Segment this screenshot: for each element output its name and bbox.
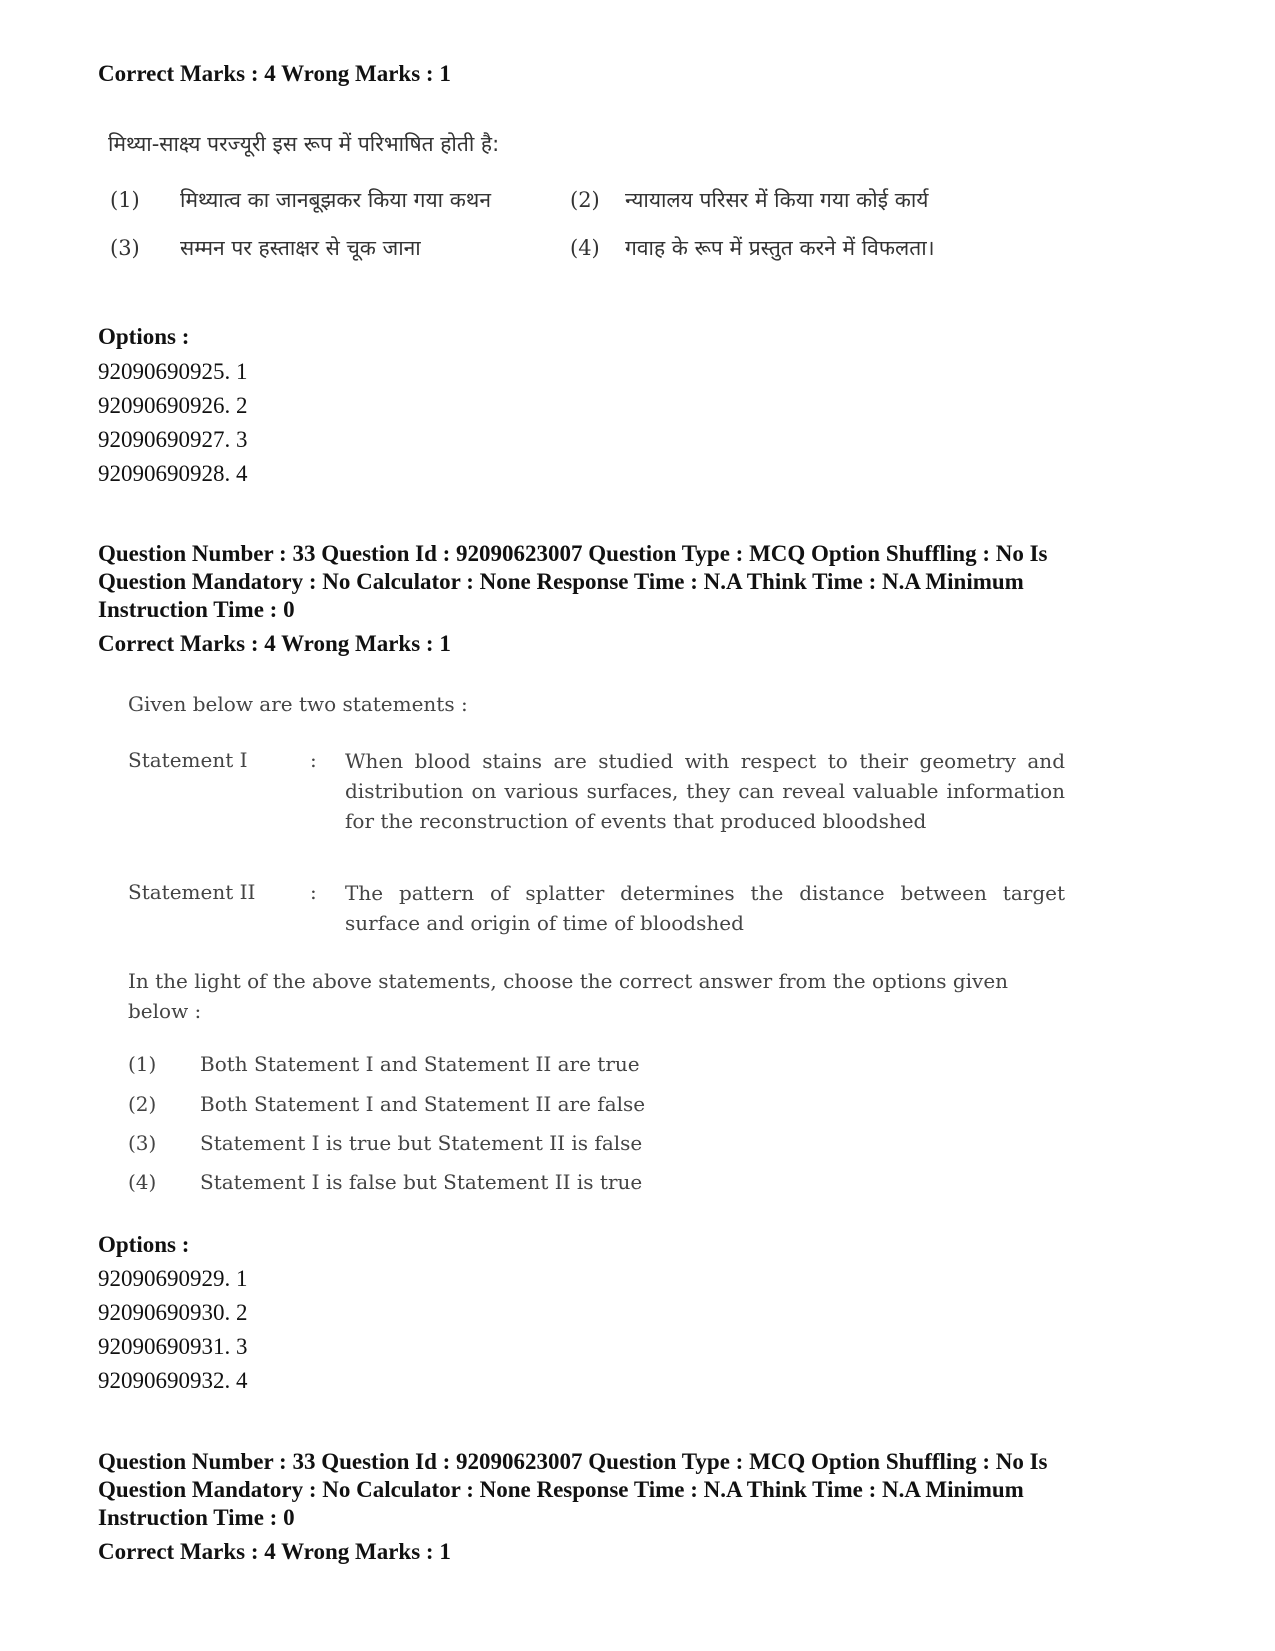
question-header	[98, 540, 1048, 624]
question-intro: Given below are two statements :	[128, 692, 468, 716]
choice-text: सम्मन पर हस्ताक्षर से चूक जाना	[180, 236, 421, 260]
statement-2-colon: :	[310, 880, 317, 904]
option-item: 92090690927. 3	[98, 427, 248, 452]
statement-1-text: When blood stains are studied with respect to their geometry and distribution on various surfaces, they can reveal valuable information for the reconstruction of events that produced bloodshed	[345, 749, 1065, 833]
option-item: 92090690929. 1	[98, 1266, 248, 1291]
question-header-line: Instruction Time : 0	[98, 1505, 295, 1530]
question-header-line: Instruction Time : 0	[98, 597, 295, 622]
question-header	[98, 1448, 1048, 1532]
statement-2-text: The pattern of splatter determines the distance between target surface and origin of time of bloodshed	[345, 881, 1065, 935]
question-text-hindi: मिथ्या-साक्ष्य परज्यूरी इस रूप में परिभाषित होती है:	[108, 132, 500, 156]
option-item: 92090690931. 3	[98, 1334, 248, 1359]
option-item: 92090690930. 2	[98, 1300, 248, 1325]
question-instruction: In the light of the above statements, choose the correct answer from the options given below :	[128, 969, 1009, 1023]
marks-line: Correct Marks : 4 Wrong Marks : 1	[98, 61, 451, 86]
option-item: 92090690925. 1	[98, 359, 248, 384]
statement-1-colon: :	[310, 748, 317, 772]
choice-number: (4)	[128, 1170, 157, 1194]
choice-number: (1)	[110, 188, 140, 212]
option-item: 92090690932. 4	[98, 1368, 248, 1393]
choice-text: Statement I is false but Statement II is true	[200, 1170, 643, 1194]
options-label: Options :	[98, 324, 190, 349]
choice-text: Statement I is true but Statement II is false	[200, 1131, 643, 1155]
marks-line: Correct Marks : 4 Wrong Marks : 1	[98, 631, 451, 656]
marks-line: Correct Marks : 4 Wrong Marks : 1	[98, 1539, 451, 1564]
options-label: Options :	[98, 1232, 190, 1257]
choice-text: मिथ्यात्व का जानबूझकर किया गया कथन	[180, 188, 491, 212]
options-list	[98, 1262, 248, 1398]
question-header-line: Question Mandatory : No Calculator : None Response Time : N.A Think Time : N.A Minimum	[98, 569, 1024, 594]
choice-text: Both Statement I and Statement II are false	[200, 1092, 646, 1116]
options-list	[98, 355, 248, 491]
question-header-line: Question Mandatory : No Calculator : None Response Time : N.A Think Time : N.A Minimum	[98, 1477, 1024, 1502]
choice-number: (4)	[570, 236, 600, 260]
choice-number: (1)	[128, 1052, 157, 1076]
choice-number: (2)	[570, 188, 600, 212]
choice-text: Both Statement I and Statement II are true	[200, 1052, 640, 1076]
choice-number: (3)	[110, 236, 140, 260]
statement-1-label: Statement I	[128, 748, 248, 772]
option-item: 92090690928. 4	[98, 461, 248, 486]
question-header-line: Question Number : 33 Question Id : 92090623007 Question Type : MCQ Option Shuffling : No Is	[98, 541, 1048, 566]
choice-text: न्यायालय परिसर में किया गया कोई कार्य	[625, 188, 929, 212]
choice-number: (2)	[128, 1092, 157, 1116]
choice-number: (3)	[128, 1131, 157, 1155]
question-header-line: Question Number : 33 Question Id : 92090623007 Question Type : MCQ Option Shuffling : No Is	[98, 1449, 1048, 1474]
choice-text: गवाह के रूप में प्रस्तुत करने में विफलता।	[625, 236, 935, 260]
statement-2-label: Statement II	[128, 880, 256, 904]
option-item: 92090690926. 2	[98, 393, 248, 418]
